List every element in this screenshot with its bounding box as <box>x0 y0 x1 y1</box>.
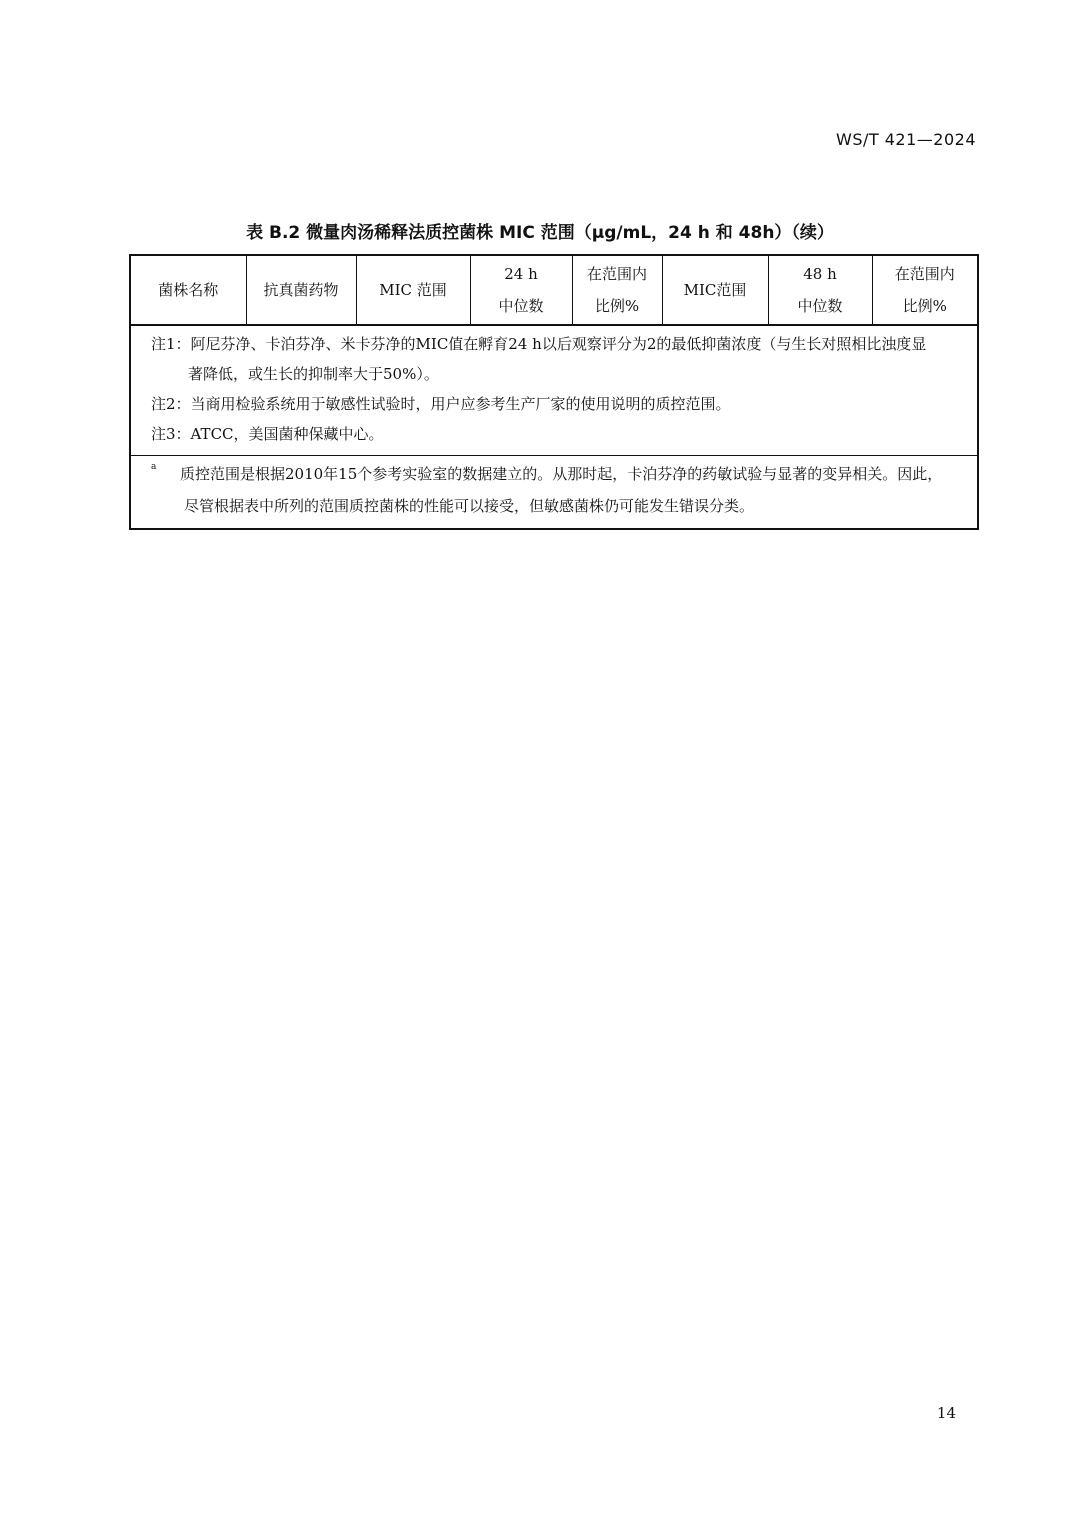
footnote-cell <box>130 456 978 530</box>
note-text: 当商用检验系统用于敏感性试验时，用户应参考生产厂家的使用说明的质控范围。 <box>190 395 731 413</box>
footnote-row <box>130 456 978 530</box>
note-label: 注3： <box>151 425 191 443</box>
col-header-in-range-percent-24h: 在范围内 比例% <box>572 255 662 325</box>
col-header-antifungal-agent: 抗真菌药物 <box>246 255 356 325</box>
page-number: 14 <box>936 1404 956 1422</box>
col-header-strain-name: 菌株名称 <box>130 255 246 325</box>
note-text: ATCC，美国菌种保藏中心。 <box>190 425 384 443</box>
footnote-line-1 <box>151 458 973 490</box>
note-1 <box>151 329 967 389</box>
note-label: 注2： <box>151 395 191 413</box>
col-header-mic-range-48h: MIC范围 <box>662 255 768 325</box>
document-code: WS/T 421—2024 <box>836 130 976 149</box>
col-header-in-range-percent-48h: 在范围内 比例% <box>872 255 978 325</box>
notes-row <box>130 325 978 456</box>
footnote-mark: a <box>151 462 157 472</box>
notes-cell <box>130 325 978 456</box>
footnote-text-continued: 尽管根据表中所列的范围质控菌株的性能可以接受，但敏感菌株仍可能发生错误分类。 <box>184 497 755 515</box>
note-2 <box>151 389 967 419</box>
note-3 <box>151 419 967 449</box>
footnote-line-2 <box>151 490 973 522</box>
col-header-mic-range-24h: MIC 范围 <box>356 255 470 325</box>
note-text: 阿尼芬净、卡泊芬净、米卡芬净的MIC值在孵育24 h以后观察评分为2的最低抑菌浓度（与生长对照相比浊度显 <box>190 335 927 353</box>
table-title: 表 B.2 微量肉汤稀释法质控菌株 MIC 范围（μg/mL，24 h 和 48h）（续） <box>246 223 834 243</box>
qc-range-table <box>129 254 979 530</box>
note-label: 注1： <box>151 335 191 353</box>
table-header-row <box>130 255 978 325</box>
col-header-median-24h: 24 h 中位数 <box>470 255 572 325</box>
footnote-text: 质控范围是根据2010年15个参考实验室的数据建立的。从那时起，卡泊芬净的药敏试验与显著的变异相关。因此， <box>180 465 943 483</box>
note-text-continued: 著降低，或生长的抑制率大于50%）。 <box>188 365 439 383</box>
col-header-median-48h: 48 h 中位数 <box>768 255 872 325</box>
